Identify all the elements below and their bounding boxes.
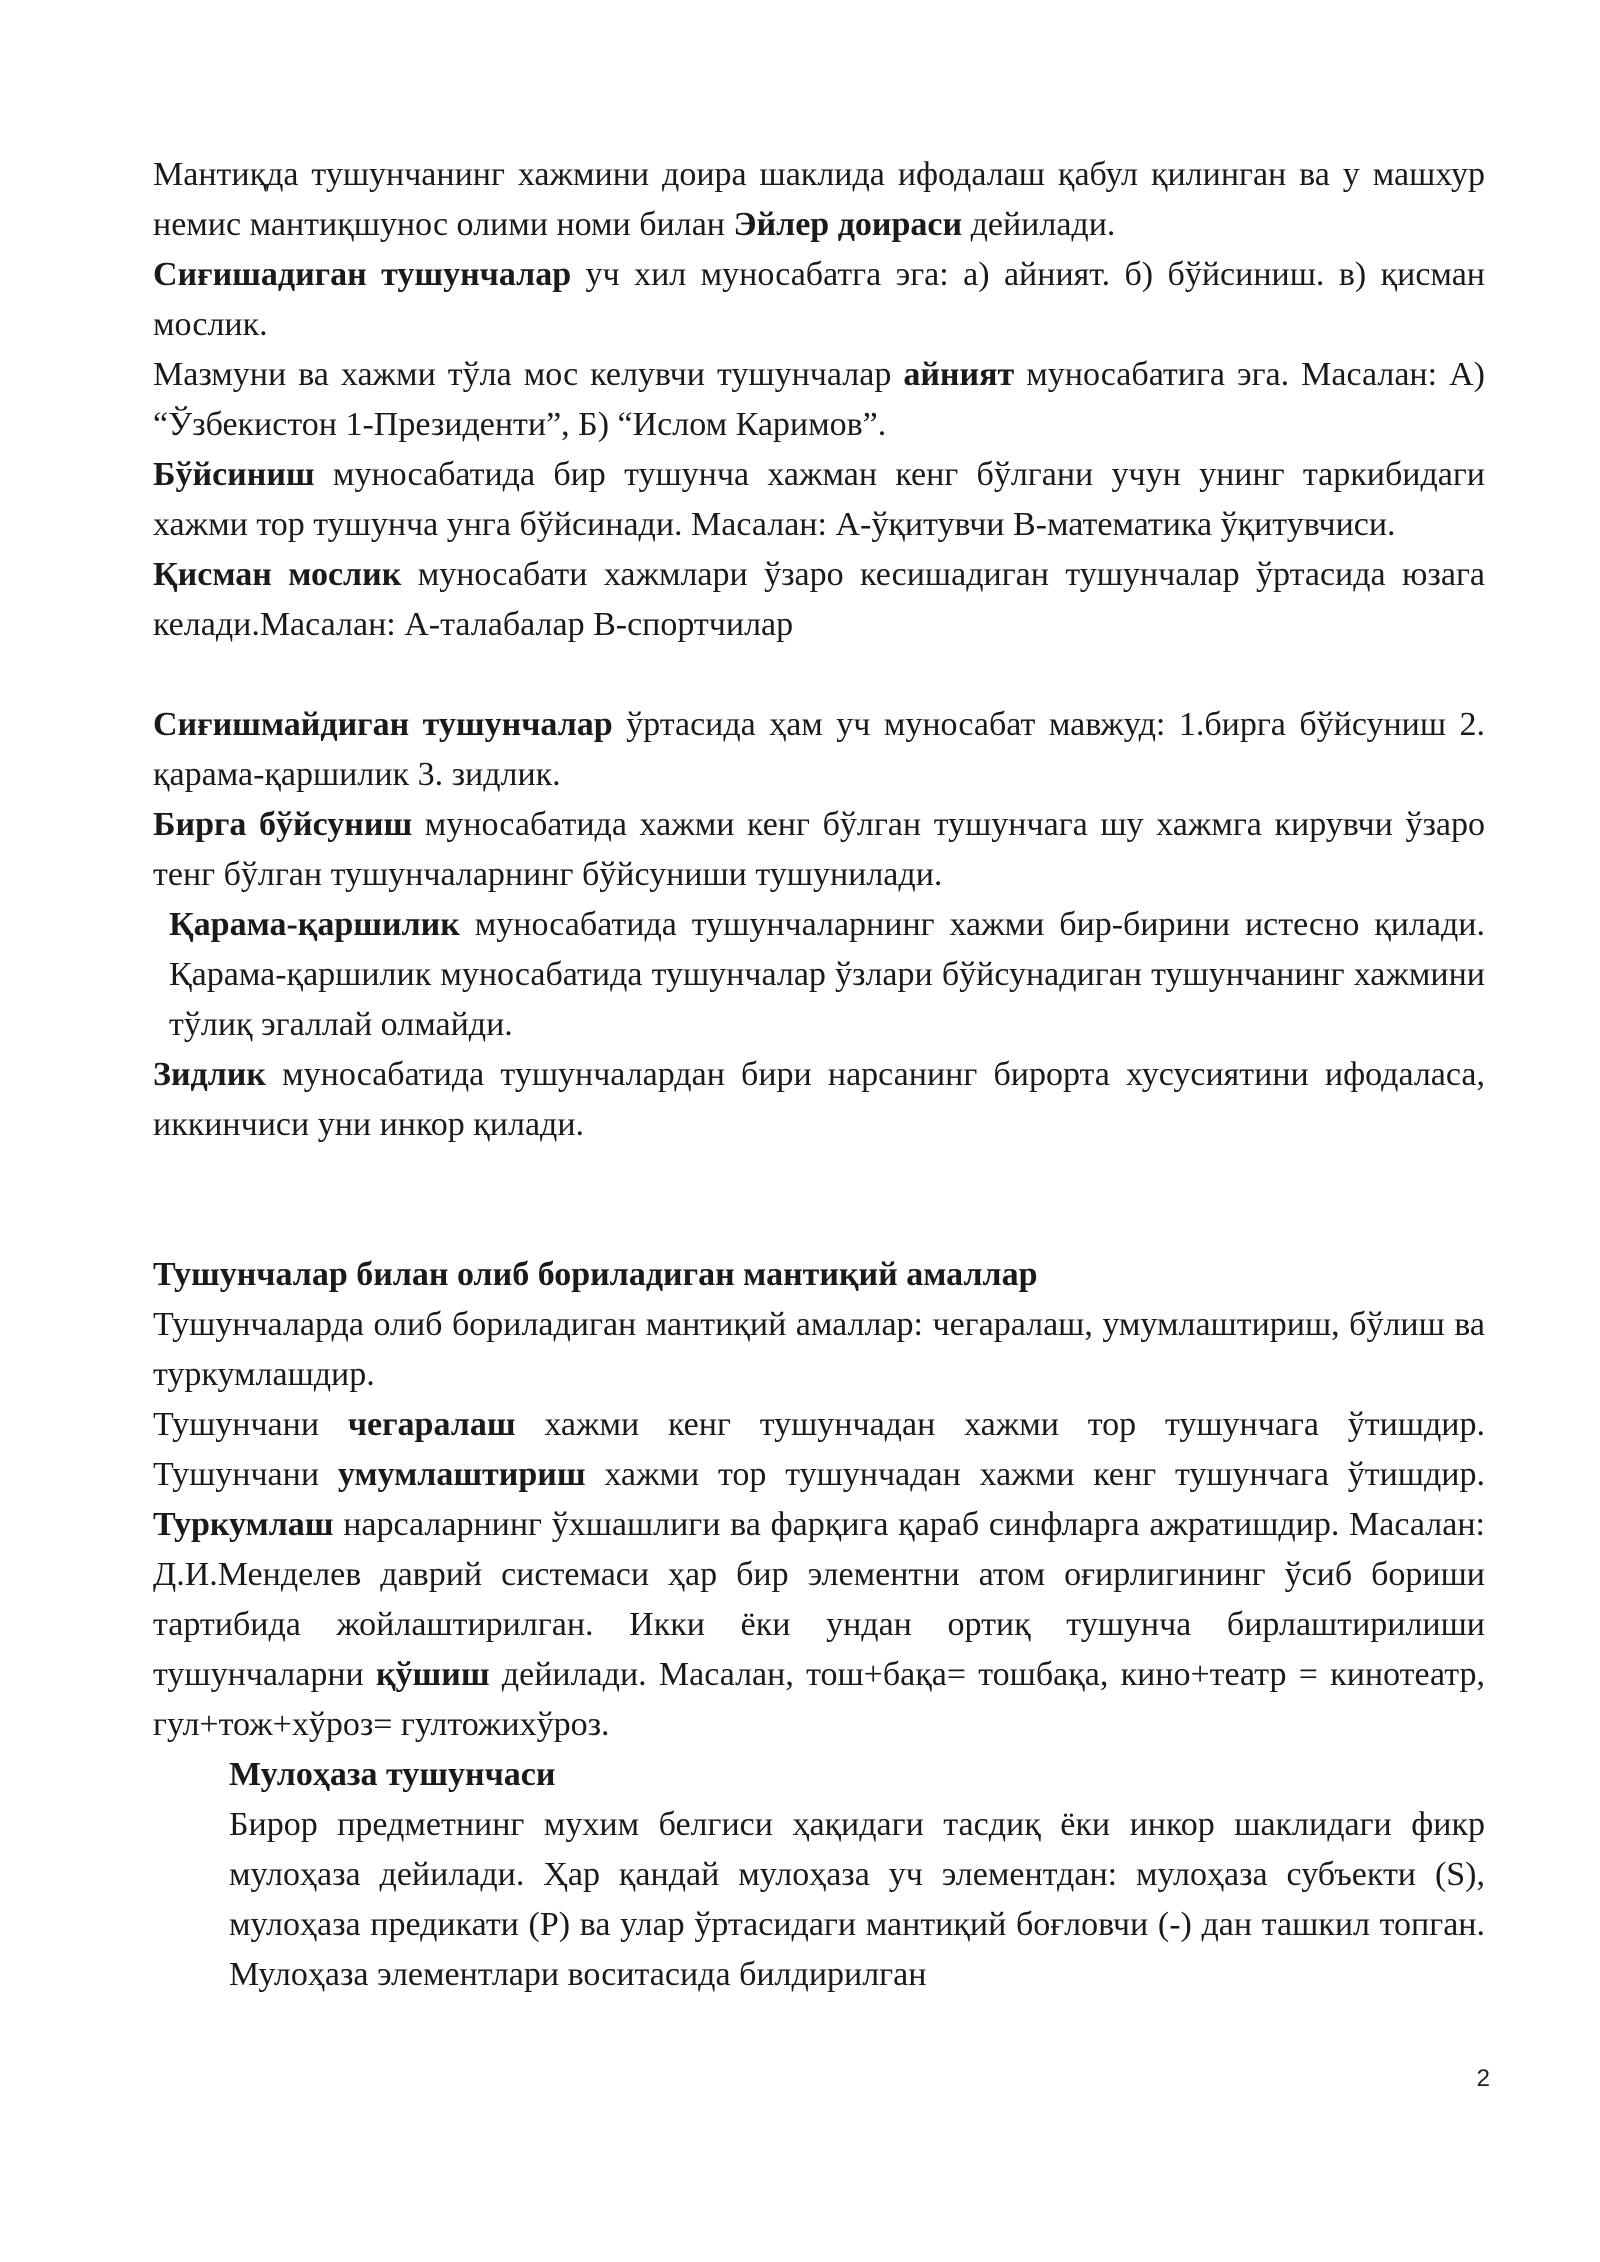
paragraph-text: муносабати хажмлари ўзаро кесишадиган тушунчалар ўртасида юзага келади.Масалан: А-талабалар В-спортчилар [153,556,1485,643]
bold-term: Зидлик [153,1056,266,1093]
paragraph-text: хажми тор тушунчадан хажми кенг тушунчага ўтишдир. [585,1456,1485,1493]
bold-term: Эйлер доираси [733,206,963,243]
bold-term: Сиғишадиган тушунчалар [153,256,572,293]
indented-section [229,1750,1485,2000]
paragraph-text: Мазмуни ва хажми тўла мос келувчи тушунчалар [153,356,904,393]
paragraph-operations-detail [153,1400,1485,1750]
paragraph-compatible-concepts [153,250,1485,350]
bold-term: қўшиш [375,1656,490,1693]
paragraph-partial-match [153,550,1485,650]
bold-term: Туркумлаш [153,1506,334,1543]
paragraph-text: нарсаларнинг ўхшашлиги ва фарқига қараб синфларга ажратишдир. Масалан: Д.И.Менделев даврий системаси ҳар бир элементни атом оғирлигининг ўсиб бориши тартибида жойлаштирилган. Икки ёки ундан ортиқ тушунча бирлаштирилиши тушунчаларни [153,1506,1485,1693]
paragraph-text: ўртасида ҳам уч муносабат мавжуд: 1.бирга бўйсуниш 2. қарама-қаршилик 3. зидлик. [153,706,1485,793]
paragraph-judgment: Бирор предметнинг мухим белгиси ҳақидаги тасдиқ ёки инкор шаклидаги фикр мулоҳаза дейилади. Ҳар қандай мулоҳаза уч элементдан: мулоҳаза субъекти (S), мулоҳаза предикати (P) ва улар ўртасидаги мантиқий боғловчи (-) дан ташкил топган. Мулоҳаза элементлари воситасида билдирилган [229,1806,1485,1993]
paragraph-text: муносабатида тушунчалардан бири нарсанинг бирорта хусусиятини ифодаласа, иккинчиси уни инкор қилади. [153,1056,1485,1143]
bold-term: Қарама-қаршилик [169,906,460,943]
paragraph-identity [153,350,1485,450]
paragraph-text: муносабатида хажми кенг бўлган тушунчага шу хажмга кирувчи ўзаро тенг бўлган тушунчаларнинг бўйсуниши тушунилади. [153,806,1485,893]
paragraph-contradiction [153,1050,1485,1150]
paragraph-euler [153,150,1485,250]
paragraph-operations-intro: Тушунчаларда олиб бориладиган мантиқий амаллар: чегаралаш, умумлаштириш, бўлиш ва туркумлашдир. [153,1306,1485,1393]
page-number: 2 [1476,2065,1490,2092]
paragraph-text: хажми кенг тушунчадан хажми тор тушунчага ўтишдир. Тушунчани [153,1406,1485,1493]
paragraph-text: муносабатида тушунчаларнинг хажми бир-бирини истесно қилади. Қарама-қаршилик муносабатида тушунчалар ўзлари бўйсунадиган тушунчанинг хажмини тўлиқ эгаллай олмайди. [169,906,1485,1043]
bold-term: умумлаштириш [337,1456,586,1493]
paragraph-text: Мантиқда тушунчанинг хажмини доира шаклида ифодалаш қабул қилинган ва у машхур немис мантиқшунос олими номи билан [153,156,1485,243]
section-heading: Тушунчалар билан олиб бориладиган мантиқий амаллар [153,1256,1038,1293]
paragraph-co-subordination [153,800,1485,900]
paragraph-text: муносабатига эга. Масалан: А) “Ўзбекистон 1-Президенти”, Б) “Ислом Каримов”. [153,356,1485,443]
paragraph-text: дейилади. [962,206,1116,243]
bold-term: Қисман мослик [153,556,402,593]
paragraph-subordination [153,450,1485,550]
bold-term: айният [903,356,1015,393]
blank-line [153,650,1485,700]
paragraph-text: уч хил муносабатга эга: а) айният. б) бўйсиниш. в) қисман мослик. [153,256,1485,343]
bold-term: Бирга бўйсуниш [153,806,413,843]
paragraph-text: дейилади. Масалан, тош+бақа= тошбақа, кино+театр = кинотеатр, гул+тож+хўроз= гултожихўроз. [153,1656,1485,1743]
bold-term: Бўйсиниш [153,456,315,493]
paragraph-text: муносабатида бир тушунча хажман кенг бўлгани учун унинг таркибидаги хажми тор тушунча унга бўйсинади. Масалан: А-ўқитувчи В-математика ўқитувчиси. [153,456,1485,543]
document-page [153,150,1485,2000]
paragraph-text: Тушунчани [153,1406,348,1443]
blank-lines [153,1150,1485,1250]
bold-term: Сиғишмайдиган тушунчалар [153,706,613,743]
paragraph-incompatible-concepts [153,700,1485,800]
paragraph-contrariety [153,900,1485,1050]
bold-term: чегаралаш [347,1406,516,1443]
subheading: Мулоҳаза тушунчаси [229,1756,556,1793]
